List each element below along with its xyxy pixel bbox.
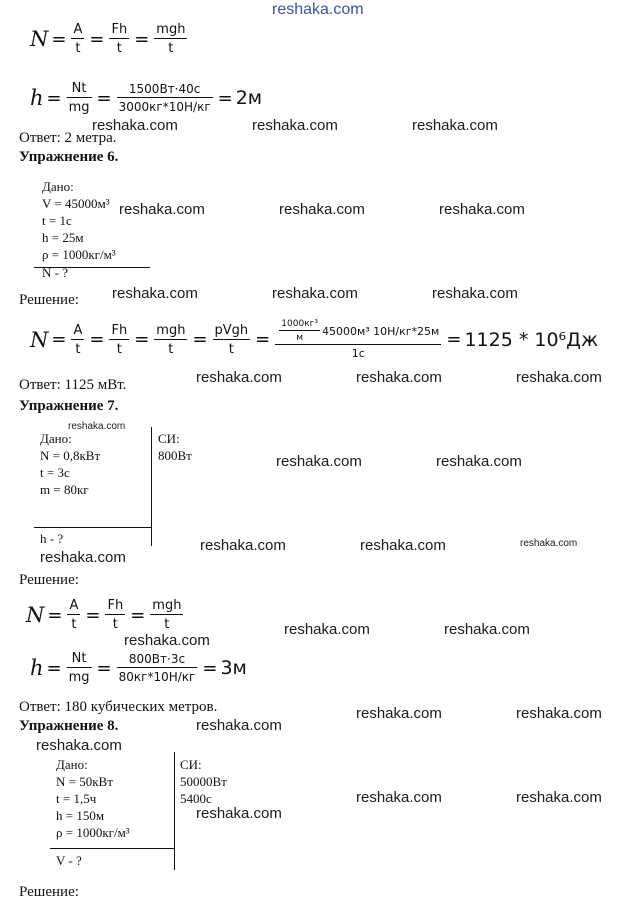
exercise-7-title: Упражнение 7. — [19, 398, 119, 414]
exercise-6-title: Упражнение 6. — [19, 149, 119, 165]
watermark: reshaka.com — [356, 789, 442, 806]
watermark: reshaka.com — [272, 285, 358, 302]
divider — [34, 267, 150, 268]
formula-height-ex7: h = $\frac{Nt}{mg}$ = $\frac{800Вт\cdot 3с}{80кг*10Н/кг}$ = 3м — [30, 651, 247, 685]
watermark: reshaka.com — [119, 201, 205, 218]
formula-power-ex7: N = $\frac{A}{t}$ = $\frac{Fh}{t}$ = $\frac{\text{mgh}}{t}$ — [26, 598, 182, 632]
watermark: reshaka.com — [439, 201, 525, 218]
si-block-ex8: СИ: 50000Вт 5400с — [180, 757, 227, 806]
solution-label-ex6: Решение: — [19, 292, 79, 308]
watermark: reshaka.com — [520, 538, 578, 549]
answer-ex7: Ответ: 180 кубических метров. — [19, 699, 218, 715]
watermark: reshaka.com — [36, 737, 122, 754]
watermark: reshaka.com — [432, 285, 518, 302]
exercise-8-title: Упражнение 8. — [19, 718, 119, 734]
divider — [50, 848, 174, 849]
given-block-ex8: Дано: N = 50кВт t = 1,5ч h = 150м ρ = 1000кг/м³ — [56, 757, 130, 840]
watermark: reshaka.com — [356, 369, 442, 386]
watermark: reshaka.com — [360, 537, 446, 554]
watermark: reshaka.com — [196, 369, 282, 386]
result-ex6: 1125 * 10⁶Дж — [464, 328, 599, 351]
watermark: reshaka.com — [200, 537, 286, 554]
watermark: reshaka.com — [279, 201, 365, 218]
watermark: reshaka.com — [112, 285, 198, 302]
find-ex7: h - ? — [40, 531, 64, 546]
watermark: reshaka.com — [284, 621, 370, 638]
watermark: reshaka.com — [516, 789, 602, 806]
watermark: reshaka.com — [436, 453, 522, 470]
divider — [174, 752, 175, 870]
watermark: reshaka.com — [68, 421, 126, 432]
watermark: reshaka.com — [516, 369, 602, 386]
divider — [34, 527, 151, 528]
divider — [151, 427, 152, 546]
formula-ex6: N = $\frac{A}{t}$ = $\frac{Fh}{t}$ = $\frac{\text{mgh}}{t}$ = $\frac{\text{pVgh}}{t}$ = $\frac{\text{1000кг³}}{м}$ 45000м³ 10Н/кг*25м 1с = 1125 * 10⁶Дж — [30, 319, 599, 360]
watermark: reshaka.com — [124, 632, 210, 649]
watermark: reshaka.com — [40, 549, 126, 566]
given-block-ex7: Дано: N = 0,8кВт t = 3с m = 80кг — [40, 431, 101, 497]
watermark: reshaka.com — [412, 117, 498, 134]
watermark: reshaka.com — [92, 117, 178, 134]
watermark: reshaka.com — [516, 705, 602, 722]
watermark: reshaka.com — [196, 805, 282, 822]
watermark: reshaka.com — [444, 621, 530, 638]
watermark: reshaka.com — [276, 453, 362, 470]
find-ex8: V - ? — [56, 853, 82, 868]
watermark: reshaka.com — [356, 705, 442, 722]
given-block-ex6: Дано: V = 45000м³ t = 1с h = 25м ρ = 1000кг/м³ N - ? — [42, 179, 116, 280]
solution-label-ex8: Решение: — [19, 884, 79, 900]
watermark-top: reshaka.com — [272, 1, 364, 18]
answer-ex5: Ответ: 2 метра. — [19, 130, 117, 146]
symbol-n: N — [30, 27, 49, 51]
watermark: reshaka.com — [252, 117, 338, 134]
answer-ex6: Ответ: 1125 мВт. — [19, 377, 127, 393]
watermark: reshaka.com — [196, 717, 282, 734]
si-block-ex7: СИ: 800Вт — [158, 431, 192, 463]
formula-height-1: h = $\frac{Nt}{mg}$ = $\frac{1500Вт\cdot 40с}{3000кг*10Н/кг}$ = 2м — [30, 81, 263, 115]
solution-label-ex7: Решение: — [19, 572, 79, 588]
formula-power-1: N = $\frac{A}{t}$ = $\frac{Fh}{t}$ = $\frac{\text{mgh}}{t}$ — [30, 22, 186, 56]
